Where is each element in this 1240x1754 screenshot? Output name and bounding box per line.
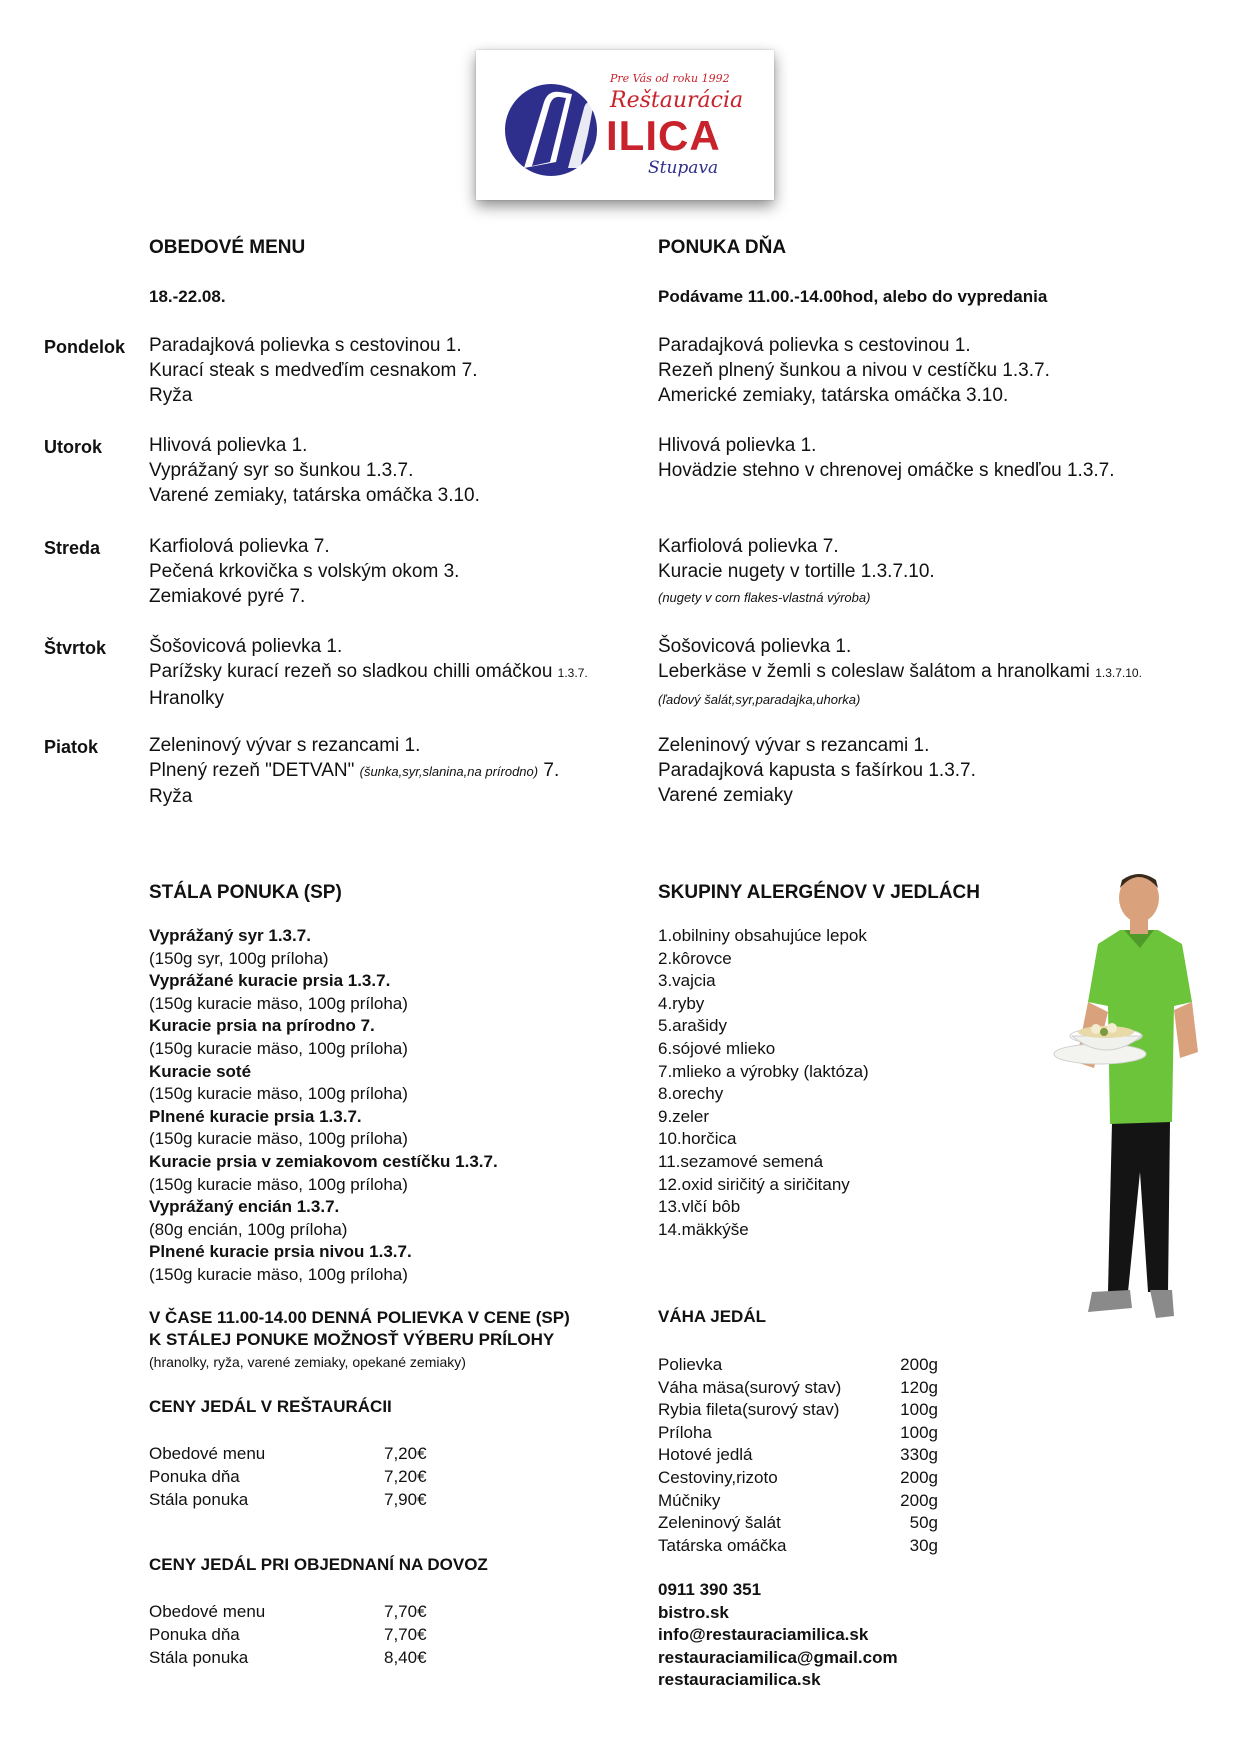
standing-item-name: Plnené kuracie prsia nivou 1.3.7. — [149, 1242, 412, 1262]
weights-table — [658, 1354, 938, 1557]
menu-line: Zemiakové pyré 7. — [149, 586, 306, 607]
offer-line: Karfiolová polievka 7. — [658, 536, 839, 557]
menu-line: Ryža — [149, 786, 193, 807]
menu-line: Zeleninový vývar s rezancami 1. — [149, 735, 421, 756]
daily-offer-title: PONUKA DŇA — [658, 237, 787, 258]
allergen-item: 1.obilniny obsahujúce lepok — [658, 926, 867, 945]
standing-item-detail: (150g kuracie mäso, 100g príloha) — [149, 1174, 408, 1194]
weight-row — [658, 1535, 938, 1558]
offer-line: Americké zemiaky, tatárska omáčka 3.10. — [658, 385, 1009, 406]
weight-label: Cestoviny,rizoto — [658, 1467, 778, 1487]
weight-value: 100g — [900, 1422, 938, 1442]
menu-line: Varené zemiaky, tatárska omáčka 3.10. — [149, 485, 480, 506]
weight-value: 100g — [900, 1400, 938, 1420]
offer-allergens: 1.3.7.10. — [1095, 666, 1142, 680]
soup-note — [149, 1307, 570, 1351]
allergen-item: 6.sójové mlieko — [658, 1038, 776, 1058]
logo-name-main: ILICA — [606, 112, 721, 159]
weights-title: VÁHA JEDÁL — [658, 1307, 766, 1326]
weight-label: Rybia fileta(surový stav) — [658, 1400, 840, 1420]
phone-number[interactable]: 0911 390 351 — [658, 1580, 762, 1599]
day-offer — [658, 433, 1115, 483]
standing-item-name: Kuracie prsia v zemiakovom cestíčku 1.3.7. — [149, 1151, 498, 1171]
day-label: Utorok — [44, 437, 102, 457]
allergens-list — [658, 925, 869, 1241]
weight-label: Hotové jedlá — [658, 1445, 753, 1465]
standing-item-name: Plnené kuracie prsia 1.3.7. — [149, 1106, 362, 1126]
price-label: Stála ponuka — [149, 1490, 249, 1509]
day-label: Streda — [44, 538, 101, 558]
day-offer — [658, 733, 976, 808]
weight-label: Tatárska omáčka — [658, 1535, 787, 1555]
day-offer — [658, 534, 935, 610]
price-value: 7,20€ — [384, 1467, 427, 1486]
offer-line: Šošovicová polievka 1. — [658, 636, 852, 657]
email-link[interactable]: info@restauraciamilica.sk — [658, 1625, 869, 1645]
offer-line: Hlivová polievka 1. — [658, 435, 817, 456]
soup-note-line: K STÁLEJ PONUKE MOŽNOSŤ VÝBERU PRÍLOHY — [149, 1330, 555, 1349]
day-menu — [149, 433, 480, 508]
menu-note: (šunka,syr,slanina,na prírodno) — [359, 764, 539, 779]
menu-allergens: 7. — [543, 760, 560, 781]
menu-line: Ryža — [149, 385, 193, 406]
price-value: 8,40€ — [384, 1648, 427, 1667]
menu-line: Hranolky — [149, 688, 224, 709]
standing-item-detail: (150g kuracie mäso, 100g príloha) — [149, 1264, 408, 1284]
offer-line: Zeleninový vývar s rezancami 1. — [658, 735, 930, 756]
weight-row — [658, 1399, 938, 1422]
menu-line: Paradajková polievka s cestovinou 1. — [149, 335, 462, 356]
weight-row — [658, 1467, 938, 1490]
day-label: Pondelok — [44, 337, 126, 357]
restaurant-logo — [476, 50, 774, 200]
offer-line: Leberkäse v žemli s coleslaw šalátom a hranolkami — [658, 661, 1090, 682]
weight-label: Príloha — [658, 1422, 712, 1442]
day-offer — [658, 333, 1050, 408]
serving-hours: Podávame 11.00.-14.00hod, alebo do vypredania — [658, 287, 1048, 306]
weight-row — [658, 1512, 938, 1535]
menu-line: Pečená krkovička s volským okom 3. — [149, 561, 460, 582]
offer-line: Hovädzie stehno v chrenovej omáčke s knedľou 1.3.7. — [658, 460, 1115, 481]
allergen-item: 2.kôrovce — [658, 948, 732, 968]
weight-label: Múčniky — [658, 1490, 721, 1510]
menu-line: Kurací steak s medveďím cesnakom 7. — [149, 360, 478, 381]
weight-value: 120g — [900, 1377, 938, 1397]
weight-row — [658, 1490, 938, 1513]
offer-line: Paradajková polievka s cestovinou 1. — [658, 335, 971, 356]
soup-note-line: V ČASE 11.00-14.00 DENNÁ POLIEVKA V CENE (SP) — [149, 1308, 570, 1327]
standing-item-name: Kuracie prsia na prírodno 7. — [149, 1016, 375, 1036]
standing-item-detail: (80g encián, 100g príloha) — [149, 1219, 348, 1239]
price-label: Ponuka dňa — [149, 1467, 240, 1486]
day-menu — [149, 634, 588, 711]
standing-item-name: Vyprážaný encián 1.3.7. — [149, 1197, 340, 1217]
weight-label: Polievka — [658, 1355, 723, 1374]
menu-line: Šošovicová polievka 1. — [149, 636, 343, 657]
standing-item-detail: (150g kuracie mäso, 100g príloha) — [149, 1038, 408, 1058]
allergen-item: 11.sezamové semená — [658, 1151, 824, 1171]
price-label: Obedové menu — [149, 1444, 266, 1463]
allergen-item: 5.arašidy — [658, 1016, 727, 1036]
offer-line: Rezeň plnený šunkou a nivou v cestíčku 1.3.7. — [658, 360, 1050, 381]
weight-row — [658, 1444, 938, 1467]
allergen-item: 4.ryby — [658, 993, 705, 1013]
logo-tagline: Pre Vás od roku 1992 — [610, 72, 730, 85]
weight-value: 200g — [900, 1490, 938, 1510]
delivery-prices-title: CENY JEDÁL PRI OBJEDNANÍ NA DOVOZ — [149, 1555, 488, 1574]
menu-line: Parížsky kurací rezeň so sladkou chilli omáčkou — [149, 661, 553, 682]
price-value: 7,90€ — [384, 1490, 427, 1509]
day-offer — [658, 634, 1142, 712]
standing-item-detail: (150g kuracie mäso, 100g príloha) — [149, 1084, 408, 1104]
allergen-item: 13.vlčí bôb — [658, 1197, 741, 1217]
weight-label: Váha mäsa(surový stav) — [658, 1377, 842, 1397]
weight-value: 50g — [909, 1513, 938, 1533]
weight-row — [658, 1354, 938, 1377]
price-value: 7,70€ — [384, 1625, 427, 1644]
side-dish-options: (hranolky, ryža, varené zemiaky, opekané zemiaky) — [149, 1354, 466, 1370]
allergen-item: 10.horčica — [658, 1129, 737, 1149]
contact-block — [658, 1579, 898, 1692]
menu-dates: 18.-22.08. — [149, 287, 226, 306]
offer-line: Varené zemiaky — [658, 785, 793, 806]
offer-line: Kuracie nugety v tortille 1.3.7.10. — [658, 561, 935, 582]
allergen-item: 12.oxid siričitý a siričitany — [658, 1174, 850, 1194]
price-label: Obedové menu — [149, 1602, 266, 1621]
price-label: Ponuka dňa — [149, 1625, 240, 1644]
allergen-item: 9.zeler — [658, 1106, 710, 1126]
restaurant-prices-title: CENY JEDÁL V REŠTAURÁCII — [149, 1397, 392, 1416]
standing-item-name: Vyprážané kuracie prsia 1.3.7. — [149, 971, 391, 991]
day-menu — [149, 333, 477, 408]
lunch-menu-title: OBEDOVÉ MENU — [149, 237, 306, 258]
allergen-item: 14.mäkkýše — [658, 1219, 749, 1239]
weight-row — [658, 1377, 938, 1400]
standing-offer-list — [149, 925, 498, 1287]
day-label: Piatok — [44, 737, 99, 757]
allergen-item: 3.vajcia — [658, 971, 716, 991]
standing-item-detail: (150g syr, 100g príloha) — [149, 948, 329, 968]
menu-line: Vyprážaný syr so šunkou 1.3.7. — [149, 460, 414, 481]
day-menu — [149, 733, 559, 809]
menu-allergens: 1.3.7. — [557, 666, 588, 680]
allergen-item: 8.orechy — [658, 1084, 724, 1104]
menu-line: Hlivová polievka 1. — [149, 435, 308, 456]
waiter-photo — [1048, 872, 1230, 1328]
menu-line: Plnený rezeň "DETVAN" — [149, 760, 355, 781]
standing-item-detail: (150g kuracie mäso, 100g príloha) — [149, 993, 408, 1013]
price-value: 7,70€ — [384, 1602, 427, 1621]
standing-item-name: Vyprážaný syr 1.3.7. — [149, 926, 311, 945]
website-link[interactable]: restauraciamilica.sk — [658, 1670, 821, 1690]
weight-value: 30g — [909, 1535, 938, 1555]
logo-town: Stupava — [648, 158, 719, 178]
website-link[interactable]: bistro.sk — [658, 1602, 729, 1622]
logo-name-top: Reštaurácia — [610, 88, 744, 113]
price-label: Stála ponuka — [149, 1648, 249, 1667]
weight-value: 200g — [900, 1467, 938, 1487]
weight-value: 200g — [900, 1355, 938, 1374]
day-label: Štvrtok — [44, 638, 107, 658]
offer-note: (ľadový šalát,syr,paradajka,uhorka) — [658, 692, 861, 707]
standing-item-name: Kuracie soté — [149, 1061, 252, 1081]
weight-row — [658, 1422, 938, 1445]
standing-offer-title: STÁLA PONUKA (SP) — [149, 882, 342, 903]
allergen-item: 7.mlieko a výrobky (laktóza) — [658, 1061, 869, 1081]
email-link[interactable]: restauraciamilica@gmail.com — [658, 1647, 898, 1667]
price-value: 7,20€ — [384, 1444, 427, 1463]
weight-label: Zeleninový šalát — [658, 1513, 781, 1533]
menu-line: Karfiolová polievka 7. — [149, 536, 330, 557]
weight-value: 330g — [900, 1445, 938, 1465]
day-menu — [149, 534, 459, 609]
allergens-title: SKUPINY ALERGÉNOV V JEDLÁCH — [658, 882, 980, 903]
offer-note: (nugety v corn flakes-vlastná výroba) — [658, 590, 871, 605]
standing-item-detail: (150g kuracie mäso, 100g príloha) — [149, 1129, 408, 1149]
offer-line: Paradajková kapusta s fašírkou 1.3.7. — [658, 760, 976, 781]
